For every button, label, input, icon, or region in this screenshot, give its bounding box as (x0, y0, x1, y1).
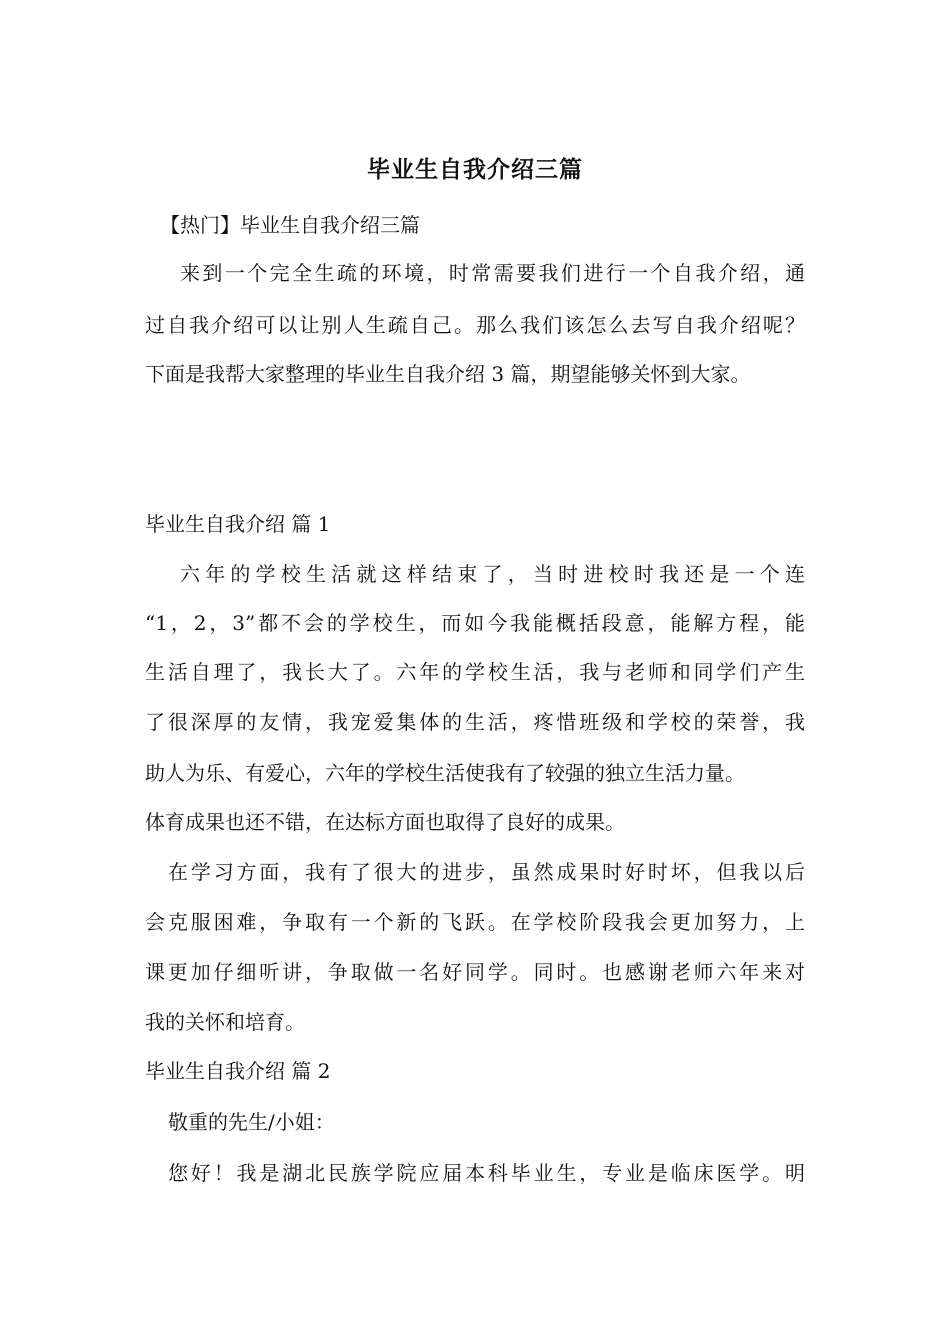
section2-heading: 毕业生自我介绍 篇 2 (145, 1059, 331, 1083)
document-title: 毕业生自我介绍三篇 (367, 156, 583, 183)
intro-line-1: 来到一个完全生疏的环境，时常需要我们进行一个自我介绍，通 (180, 261, 805, 285)
intro-line-2: 过自我介绍可以让别人生疏自己。那么我们该怎么去写自我介绍呢？ (145, 313, 805, 337)
section1-para1-line-4: 了很深厚的友情，我宠爱集体的生活，疼惜班级和学校的荣誉，我 (145, 710, 805, 734)
section1-para2-line-2: 会克服困难，争取有一个新的飞跃。在学校阶段我会更加努力，上 (145, 910, 805, 934)
section1-para1-line-6: 体育成果也还不错，在达标方面也取得了良好的成果。 (145, 810, 625, 834)
section1-para2-line-4: 我的关怀和培育。 (145, 1010, 305, 1034)
section1-para1-line-3: 生活自理了，我长大了。六年的学校生活，我与老师和同学们产生 (145, 660, 805, 684)
document-subtitle: 【热门】毕业生自我介绍三篇 (160, 213, 420, 237)
section1-para1-line-1: 六年的学校生活就这样结束了，当时进校时我还是一个连 (180, 562, 805, 586)
intro-line-3: 下面是我帮大家整理的毕业生自我介绍 3 篇，期望能够关怀到大家。 (145, 362, 751, 386)
section1-para1-line-5: 助人为乐、有爱心，六年的学校生活使我有了较强的独立生活力量。 (145, 761, 745, 785)
section2-salutation: 敬重的先生/小姐： (168, 1110, 335, 1134)
section2-para1-line-1: 您好！我是湖北民族学院应届本科毕业生，专业是临床医学。明 (168, 1161, 805, 1185)
section1-heading: 毕业生自我介绍 篇 1 (145, 512, 331, 536)
section1-para2-line-3: 课更加仔细听讲，争取做一名好同学。同时。也感谢老师六年来对 (145, 960, 805, 984)
section1-para1-line-2: “1，2，3”都不会的学校生，而如今我能概括段意，能解方程，能 (145, 611, 805, 635)
section1-para2-line-1: 在学习方面，我有了很大的进步，虽然成果时好时坏，但我以后 (168, 860, 805, 884)
